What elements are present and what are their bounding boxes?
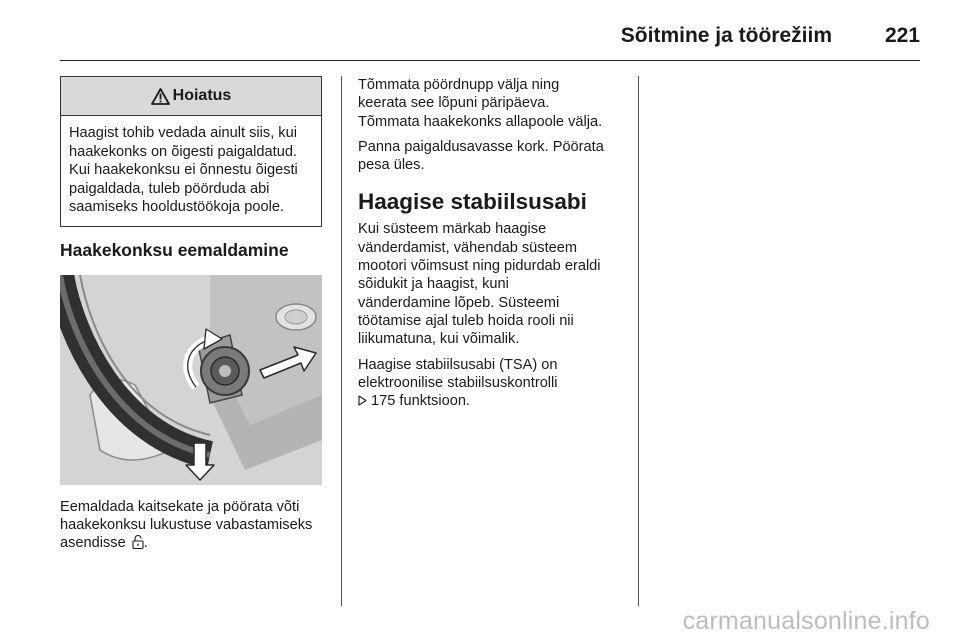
unlocked-padlock-icon [132,535,144,549]
caption-period: . [143,534,148,551]
tow-hook-drawing [60,275,322,485]
warning-box [60,76,322,227]
tow-hook-illustration [60,275,322,485]
warning-header [61,77,321,116]
header-title: Sõitmine ja töörežiim [620,24,832,47]
middle-column [358,76,604,417]
page-number: 221 [884,24,920,47]
paragraph-pull-knob: Tõmmata pöördnupp välja ning keerata see lõpuni päripäeva. Tõmmata haakekonks allapoole välja. [358,77,603,130]
column-divider-left [341,76,342,606]
left-column [60,76,323,552]
paragraph-cap: Panna paigaldusavasse kork. Pöörata pesa üles. [358,138,604,174]
figure-caption [60,498,323,553]
section-heading-removal: Haakekonksu eemaldamine [60,239,289,260]
reference-arrow-icon [358,393,367,404]
watermark: carmanualsonline.info [682,607,930,635]
section-heading-tsa: Haagise stabiilsusabi [358,189,587,215]
warning-title: Hoiatus [172,87,232,104]
caption-text: Eemaldada kaitsekate ja pöörata võti haakekonksu lukustuse vabastamiseks asendisse [60,498,313,551]
paragraph-tsa-esc [358,356,604,411]
paragraph-tsa-description: Kui süsteem märkab haagise vänderdamist, vähendab süsteem mootori võimsust ning pidurdab eraldi sõidukit ja haagist, kuni vänderdamine lõpeb. Süsteemi töötamise ajal tuleb hoida rooli nii liikumatuna, kui võimalik. [358,221,601,348]
page-reference[interactable]: 175 funktsioon. [371,393,470,410]
warning-text: Haagist tohib vedada ainult siis, kui haakekonks on õigesti paigaldatud. Kui haakekonksu ei õnnestu õigesti paigaldada, tuleb pöörduda abi saamiseks hooldustöökoja poole. [69,125,298,215]
warning-triangle-icon [151,88,170,105]
page-header [60,14,920,61]
column-divider-right [638,76,639,606]
tsa-esc-text: Haagise stabiilsusabi (TSA) on elektroonilise stabiilsuskontrolli [358,356,558,391]
